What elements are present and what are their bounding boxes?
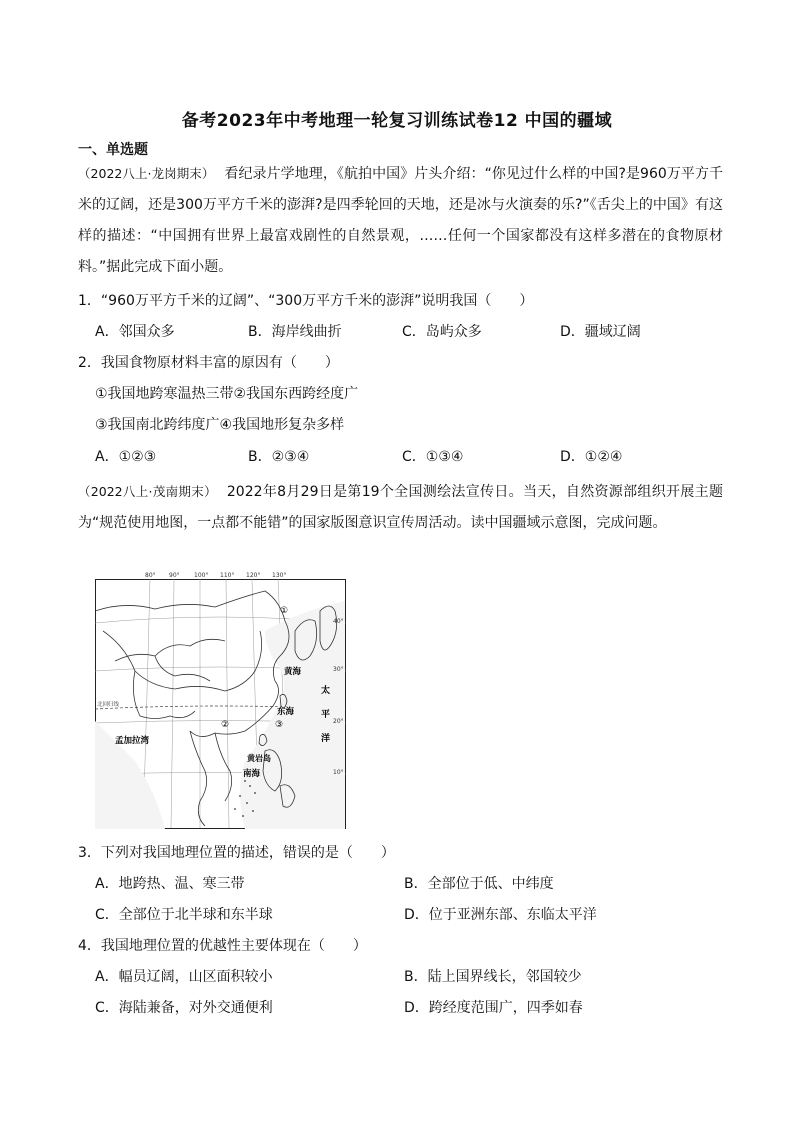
label-pacific-1: 太 (321, 686, 331, 696)
question-1-option-a[interactable]: A．邻国众多 (95, 324, 175, 340)
passage-1-source: （2022八上·龙岗期末） (78, 166, 215, 181)
question-2-option-a[interactable]: A．①②③ (95, 449, 157, 465)
lat-label-40: 40° (333, 618, 344, 625)
lon-label-90: 90° (169, 572, 180, 579)
lat-label-30: 30° (333, 666, 344, 673)
lat-label-20: 20° (333, 718, 344, 725)
question-3-option-a[interactable]: A．地跨热、温、寒三带 (95, 876, 245, 892)
label-donghai: 东海 (277, 707, 295, 717)
marker-3: ③ (275, 720, 284, 730)
question-2-stem: 2．我国食物原材料丰富的原因有（ ） (78, 355, 339, 371)
marker-2: ② (221, 720, 230, 730)
question-2-statement-line-2: ③我国南北跨纬度广④我国地形复杂多样 (95, 417, 345, 433)
label-bay-of-bengal: 孟加拉湾 (115, 736, 150, 746)
passage-1 (78, 158, 723, 283)
question-4-option-d[interactable]: D．跨经度范围广，四季如春 (404, 1000, 583, 1016)
lon-label-80: 80° (145, 572, 156, 579)
passage-1-text: 看纪录片学地理，《航拍中国》片头介绍：“你见过什么样的中国?是960万平方千米的辽阔，还是300万平方千米的澎湃?是四季轮回的天地，还是冰与火演奏的乐?”《舌尖上的中国》有这样的描述：“中国拥有世界上最富戏剧性的自然景观，……任何一个国家都没有这样多潜在的食物原材料。”据此完成下面小题。 (78, 166, 724, 275)
question-3-option-c[interactable]: C．全部位于北半球和东半球 (95, 907, 273, 923)
question-4-option-a[interactable]: A．幅员辽阔，山区面积较小 (95, 969, 273, 985)
label-pacific-2: 平 (321, 710, 331, 720)
question-1-option-d[interactable]: D．疆域辽阔 (560, 324, 641, 340)
china-territory-map (95, 571, 347, 829)
question-1-option-b[interactable]: B．海岸线曲折 (248, 324, 342, 340)
passage-2-text: 2022年8月29日是第19个全国测绘法宣传日。当天，自然资源部组织开展主题为“规范使用地图，一点都不能错”的国家版图意识宣传周活动。读中国疆域示意图，完成问题。 (78, 484, 723, 531)
question-3-option-d[interactable]: D．位于亚洲东部、东临太平洋 (404, 907, 597, 923)
lon-label-110: 110° (220, 572, 235, 579)
passage-2-source: （2022八上·茂南期末） (78, 484, 217, 499)
lat-label-10: 10° (333, 769, 344, 776)
label-nanhai: 南海 (243, 769, 261, 779)
tropic-label: 北回归线 (97, 702, 120, 708)
lon-label-130: 130° (272, 572, 287, 579)
question-1-stem: 1．“960万平方千米的辽阔”、“300万平方千米的澎湃”说明我国（ ） (78, 293, 534, 309)
section-heading: 一、单选题 (78, 142, 148, 158)
lon-label-120: 120° (246, 572, 261, 579)
question-4-option-b[interactable]: B．陆上国界线长，邻国较少 (404, 969, 582, 985)
label-pacific-3: 洋 (321, 734, 331, 744)
question-3-option-b[interactable]: B．全部位于低、中纬度 (404, 876, 554, 892)
question-2-option-b[interactable]: B．②③④ (248, 449, 310, 465)
question-2-option-d[interactable]: D．①②④ (560, 449, 623, 465)
question-3-stem: 3．下列对我国地理位置的描述，错误的是（ ） (78, 845, 395, 861)
question-1-option-c[interactable]: C．岛屿众多 (402, 324, 482, 340)
marker-1: ① (280, 606, 289, 616)
lon-label-100: 100° (194, 572, 209, 579)
question-4-option-c[interactable]: C．海陆兼备，对外交通便利 (95, 1000, 273, 1016)
label-huangyandao: 黄岩岛 (247, 754, 271, 763)
question-4-stem: 4．我国地理位置的优越性主要体现在（ ） (78, 938, 367, 954)
passage-2 (78, 476, 723, 539)
page-title: 备考2023年中考地理一轮复习训练试卷12 中国的疆域 (181, 111, 613, 131)
question-2-option-c[interactable]: C．①③④ (402, 449, 464, 465)
question-2-statement-line-1: ①我国地跨寒温热三带②我国东西跨经度广 (95, 386, 359, 402)
label-huanghai: 黄海 (284, 667, 302, 677)
